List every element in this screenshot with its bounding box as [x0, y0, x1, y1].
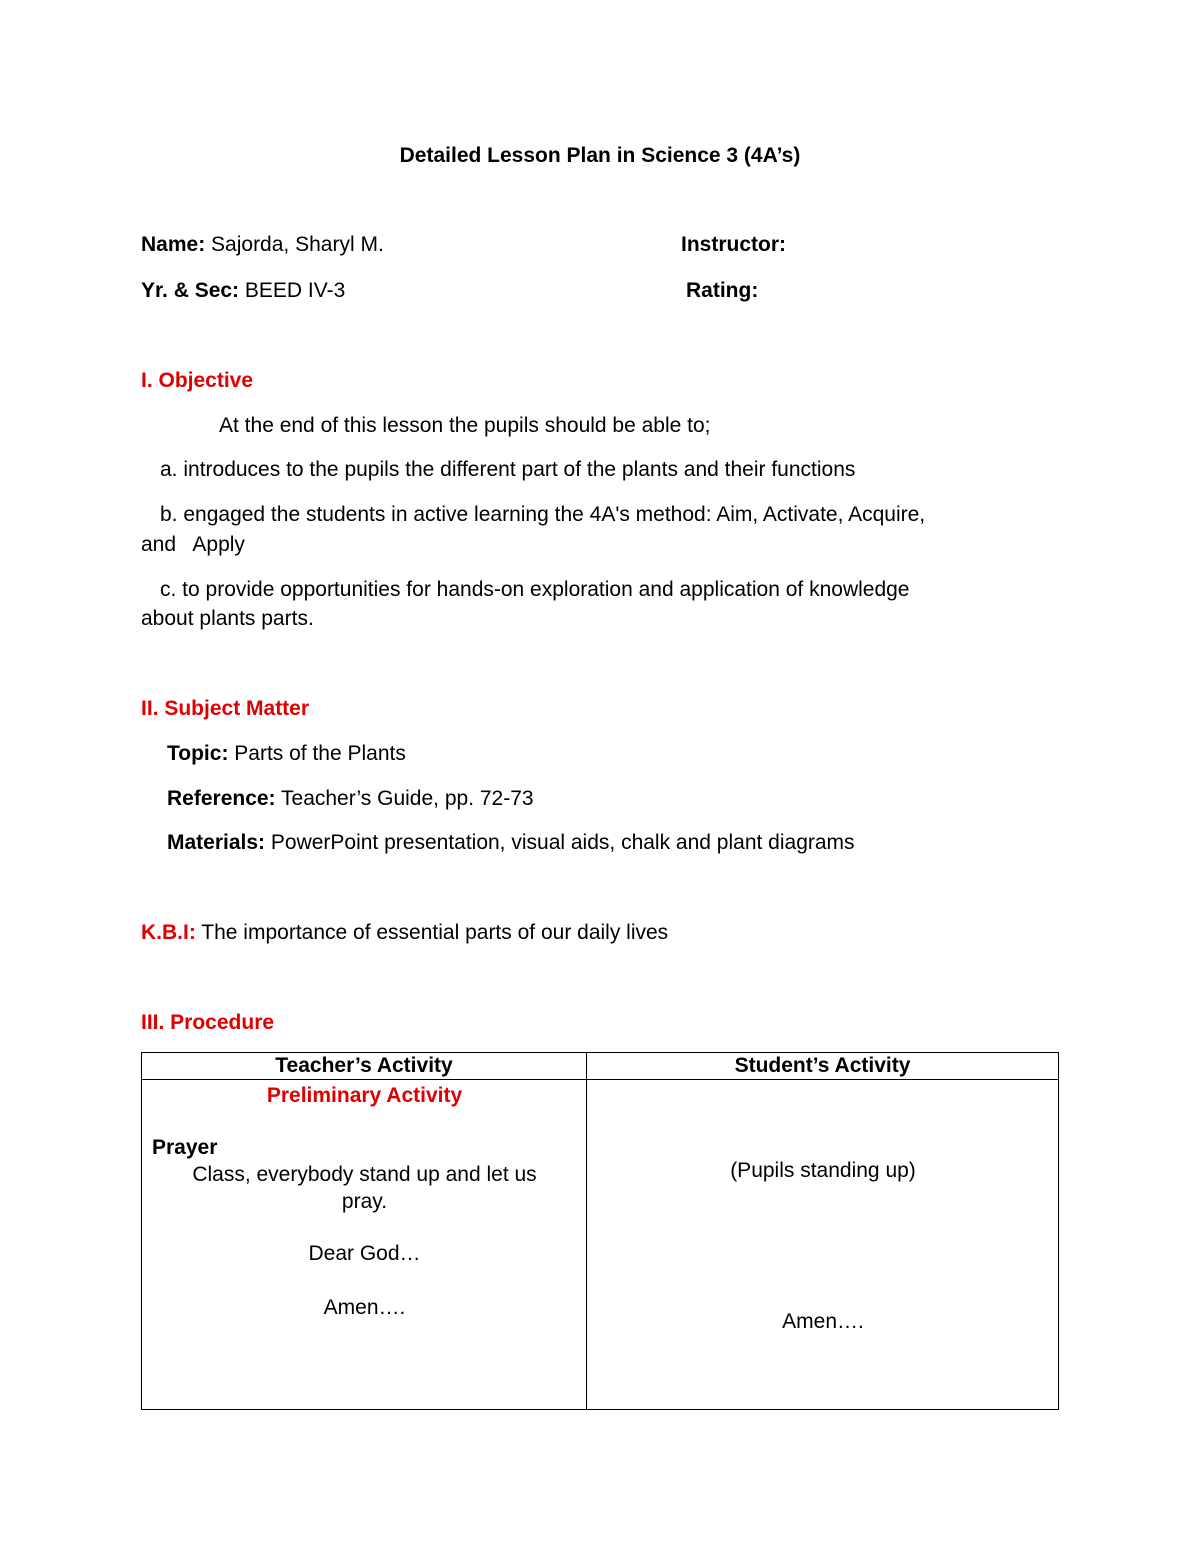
objective-item-c: c. to provide opportunities for hands-on exploration and application of knowledge — [160, 578, 910, 601]
reference-value: Teacher’s Guide, pp. 72-73 — [275, 787, 534, 810]
objective-heading: I. Objective — [141, 369, 254, 392]
objective-item-a: a. introduces to the pupils the different part of the plants and their functions — [160, 458, 856, 481]
yrsec-row — [141, 278, 345, 303]
instructor-label: Instructor: — [681, 233, 786, 256]
materials-row — [167, 830, 855, 855]
name-row — [141, 232, 384, 257]
student-line-1: (Pupils standing up) — [730, 1159, 916, 1182]
topic-value: Parts of the Plants — [228, 742, 406, 765]
student-line-2: Amen…. — [782, 1310, 864, 1333]
reference-label: Reference: — [167, 787, 276, 810]
student-activity-header: Student’s Activity — [587, 1053, 1059, 1080]
table-header-row — [142, 1053, 1059, 1080]
kbi-value: The importance of essential parts of our daily lives — [195, 921, 669, 944]
rating-label: Rating: — [686, 279, 759, 302]
name-value: Sajorda, Sharyl M. — [205, 233, 384, 256]
student-activity-cell — [587, 1080, 1059, 1410]
document-title: Detailed Lesson Plan in Science 3 (4A’s) — [399, 144, 801, 167]
yrsec-value: BEED IV-3 — [239, 279, 346, 302]
procedure-heading: III. Procedure — [141, 1011, 275, 1034]
procedure-table — [141, 1052, 1059, 1410]
materials-value: PowerPoint presentation, visual aids, chalk and plant diagrams — [265, 831, 855, 854]
teacher-line-1: Class, everybody stand up and let us — [192, 1163, 537, 1186]
objective-item-b-cont: and Apply — [141, 533, 245, 556]
name-label: Name: — [141, 233, 206, 256]
preliminary-activity-heading: Preliminary Activity — [266, 1084, 463, 1107]
subject-matter-heading: II. Subject Matter — [141, 697, 310, 720]
objective-item-b: b. engaged the students in active learning the 4A's method: Aim, Activate, Acquire, — [160, 503, 926, 526]
teacher-line-2: pray. — [341, 1190, 388, 1213]
reference-row — [167, 786, 534, 811]
objective-intro: At the end of this lesson the pupils should be able to; — [219, 414, 711, 437]
prayer-label: Prayer — [152, 1136, 218, 1159]
kbi-row — [141, 920, 668, 945]
kbi-label: K.B.I: — [141, 921, 196, 944]
teacher-line-3: Dear God… — [308, 1242, 421, 1265]
topic-row — [167, 741, 406, 766]
materials-label: Materials: — [167, 831, 266, 854]
teacher-activity-header: Teacher’s Activity — [142, 1053, 587, 1080]
teacher-activity-cell — [142, 1080, 587, 1410]
topic-label: Topic: — [167, 742, 229, 765]
objective-item-c-cont: about plants parts. — [141, 607, 314, 630]
table-row — [142, 1080, 1059, 1410]
teacher-line-4: Amen…. — [323, 1296, 406, 1319]
yrsec-label: Yr. & Sec: — [141, 279, 240, 302]
